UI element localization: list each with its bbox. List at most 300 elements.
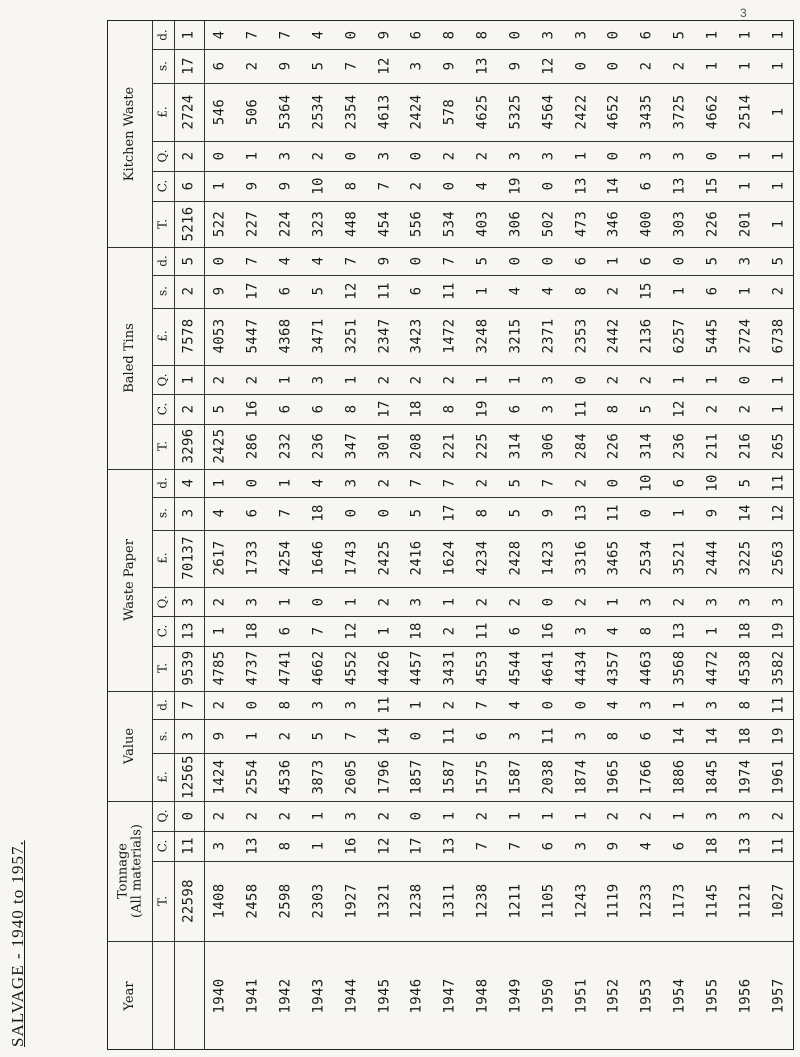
- data-cell: 5364: [277, 94, 294, 130]
- data-cell: 16: [540, 622, 557, 640]
- data-cell: 2: [474, 151, 491, 161]
- data-cell: 8: [573, 286, 590, 296]
- data-cell: 8: [606, 731, 623, 741]
- data-cell: 6: [244, 508, 261, 518]
- data-cell: 3: [507, 151, 524, 161]
- data-cell: 1423: [540, 540, 557, 576]
- data-cell: 4: [212, 508, 229, 518]
- data-cell: 7: [277, 30, 294, 40]
- group-header-kitchen-waste: Kitchen Waste: [122, 86, 138, 182]
- data-cell: 2: [212, 700, 229, 710]
- sub-row-rule: [152, 365, 793, 366]
- data-cell: 14: [737, 504, 754, 522]
- data-cell: 2416: [409, 540, 426, 576]
- total-baled-tins-pounds: 7578: [180, 318, 197, 354]
- data-cell: 2: [671, 597, 688, 606]
- data-cell: 1: [737, 30, 754, 40]
- data-cell: 5: [310, 61, 327, 71]
- data-cell: 4564: [540, 94, 557, 130]
- data-cell: 1: [474, 375, 491, 384]
- data-cell: 6: [409, 286, 426, 296]
- data-cell: 2: [704, 404, 721, 414]
- data-cell: 3: [638, 700, 655, 710]
- group-header-tonnage: Tonnage (All materials): [115, 824, 144, 918]
- data-cell: 4463: [638, 650, 655, 686]
- total-baled-tins-s: 2: [180, 286, 197, 296]
- data-cell: 0: [638, 508, 655, 518]
- data-cell: 226: [704, 210, 721, 238]
- sub-header-t: T.: [155, 663, 170, 674]
- data-cell: 454: [376, 210, 393, 238]
- year-cell: 1943: [310, 978, 327, 1014]
- data-cell: 8: [638, 626, 655, 636]
- data-cell: 12: [376, 837, 393, 855]
- data-cell: 3: [638, 151, 655, 161]
- data-cell: 546: [212, 98, 229, 126]
- data-cell: 5: [409, 508, 426, 518]
- data-cell: 19: [770, 727, 787, 745]
- total-tonnage-q: 0: [180, 811, 197, 821]
- data-cell: 2534: [310, 94, 327, 130]
- data-cell: 556: [409, 210, 426, 238]
- data-cell: 3: [540, 30, 557, 40]
- data-cell: 2: [638, 61, 655, 71]
- year-cell: 1945: [376, 978, 393, 1014]
- total-waste-paper-q: 3: [180, 597, 197, 606]
- data-cell: 2: [606, 375, 623, 384]
- total-waste-paper-s: 3: [180, 508, 197, 518]
- data-cell: 4538: [737, 650, 754, 686]
- data-cell: 1: [277, 375, 294, 384]
- data-cell: 2563: [770, 540, 787, 576]
- year-cell: 1948: [474, 978, 491, 1014]
- data-cell: 265: [770, 433, 787, 460]
- data-cell: 0: [376, 508, 393, 518]
- data-cell: 2: [474, 478, 491, 488]
- data-cell: 2: [573, 597, 590, 606]
- data-cell: 6: [638, 30, 655, 40]
- data-cell: 1: [606, 597, 623, 606]
- data-cell: 7: [441, 478, 458, 488]
- data-cell: 6: [507, 404, 524, 414]
- data-cell: 1: [540, 811, 557, 821]
- data-cell: 448: [343, 210, 360, 238]
- data-cell: 11: [540, 727, 557, 745]
- data-cell: 4737: [244, 650, 261, 686]
- data-cell: 1: [244, 731, 261, 741]
- total-kitchen-waste-s: 17: [180, 57, 197, 75]
- data-cell: 3: [704, 811, 721, 821]
- year-cell: 1952: [606, 978, 623, 1014]
- total-baled-tins-q: 1: [180, 375, 197, 384]
- data-cell: 4625: [474, 94, 491, 130]
- data-cell: 7: [244, 30, 261, 40]
- page-title: SALVAGE - 1940 to 1957.: [8, 840, 27, 1047]
- data-cell: 12: [343, 282, 360, 300]
- sub-row-rule: [152, 49, 793, 50]
- data-cell: 1: [441, 811, 458, 821]
- data-cell: 4234: [474, 540, 491, 576]
- data-cell: 1173: [671, 883, 688, 919]
- data-cell: 19: [770, 622, 787, 640]
- year-cell: 1956: [737, 978, 754, 1014]
- data-cell: 9: [376, 30, 393, 40]
- data-cell: 11: [573, 400, 590, 418]
- data-cell: 2554: [244, 759, 261, 795]
- data-cell: 1: [704, 626, 721, 636]
- data-cell: 0: [704, 151, 721, 161]
- data-cell: 7: [343, 61, 360, 71]
- data-cell: 17: [441, 504, 458, 522]
- data-cell: 0: [671, 256, 688, 266]
- data-cell: 7: [244, 256, 261, 266]
- data-cell: 0: [212, 256, 229, 266]
- data-cell: 522: [212, 210, 229, 238]
- data-cell: 12: [770, 504, 787, 522]
- data-cell: 2371: [540, 318, 557, 354]
- data-cell: 3: [244, 597, 261, 606]
- data-cell: 0: [409, 151, 426, 161]
- data-cell: 6: [704, 286, 721, 296]
- data-cell: 2: [409, 375, 426, 384]
- data-cell: 4434: [573, 650, 590, 686]
- data-cell: 2605: [343, 759, 360, 795]
- data-cell: 1211: [507, 883, 524, 919]
- data-cell: 0: [244, 478, 261, 488]
- total-baled-tins-d: 5: [180, 256, 197, 266]
- data-cell: 18: [310, 504, 327, 522]
- data-cell: 8: [277, 700, 294, 710]
- data-cell: 1965: [606, 759, 623, 795]
- data-cell: 3568: [671, 650, 688, 686]
- data-cell: 10: [310, 177, 327, 195]
- data-cell: 1: [441, 597, 458, 606]
- data-cell: 2: [244, 375, 261, 384]
- data-cell: 301: [376, 433, 393, 460]
- data-cell: 3: [704, 597, 721, 606]
- data-cell: 1: [770, 30, 787, 40]
- data-cell: 3423: [409, 318, 426, 354]
- total-baled-tins-t: 3296: [180, 428, 197, 464]
- data-cell: 0: [409, 731, 426, 741]
- data-cell: 0: [573, 61, 590, 71]
- data-cell: 2: [441, 151, 458, 161]
- data-cell: 2038: [540, 759, 557, 795]
- data-cell: 7: [343, 256, 360, 266]
- data-cell: 7: [441, 256, 458, 266]
- data-cell: 6738: [770, 318, 787, 354]
- data-cell: 0: [244, 700, 261, 710]
- data-cell: 13: [474, 57, 491, 75]
- data-cell: 2: [441, 700, 458, 710]
- data-cell: 9: [540, 508, 557, 518]
- sub-row-rule: [152, 308, 793, 309]
- data-cell: 14: [606, 177, 623, 195]
- data-cell: 236: [310, 433, 327, 460]
- sub-header-pounds: £.: [155, 771, 170, 783]
- data-cell: 4472: [704, 650, 721, 686]
- data-cell: 1472: [441, 318, 458, 354]
- data-cell: 0: [606, 30, 623, 40]
- data-cell: 12: [343, 622, 360, 640]
- data-cell: 1: [310, 841, 327, 851]
- data-cell: 6: [671, 841, 688, 851]
- data-cell: 1: [310, 811, 327, 821]
- data-cell: 1238: [474, 883, 491, 919]
- data-cell: 1886: [671, 759, 688, 795]
- year-header: Year: [122, 981, 138, 1011]
- data-cell: 9: [244, 181, 261, 191]
- data-cell: 8: [343, 181, 360, 191]
- data-cell: 6: [409, 30, 426, 40]
- data-cell: 5: [310, 286, 327, 296]
- data-cell: 4652: [606, 94, 623, 130]
- year-cell: 1946: [409, 978, 426, 1014]
- data-cell: 1: [770, 61, 787, 71]
- data-cell: 1027: [770, 883, 787, 919]
- sub-row-rule: [152, 646, 793, 647]
- data-cell: 13: [573, 177, 590, 195]
- total-kitchen-waste-c: 6: [180, 181, 197, 191]
- data-cell: 1: [376, 626, 393, 636]
- data-cell: 3471: [310, 318, 327, 354]
- data-cell: 1587: [441, 759, 458, 795]
- data-cell: 3: [737, 811, 754, 821]
- data-cell: 3873: [310, 759, 327, 795]
- data-cell: 8: [474, 508, 491, 518]
- sub-header-q: Q.: [155, 373, 170, 387]
- data-cell: 4552: [343, 650, 360, 686]
- data-cell: 216: [737, 433, 754, 460]
- data-cell: 3: [507, 731, 524, 741]
- data-cell: 3: [540, 404, 557, 414]
- data-cell: 1: [770, 404, 787, 414]
- data-cell: 5: [737, 478, 754, 488]
- sub-header-t: T.: [155, 441, 170, 452]
- year-cell: 1955: [704, 978, 721, 1014]
- data-cell: 2: [376, 375, 393, 384]
- data-cell: 1: [212, 626, 229, 636]
- data-cell: 1927: [343, 883, 360, 919]
- data-cell: 12: [540, 57, 557, 75]
- data-cell: 578: [441, 98, 458, 126]
- total-waste-paper-t: 9539: [180, 650, 197, 686]
- group-rule: [108, 801, 793, 802]
- data-cell: 3: [737, 256, 754, 266]
- year-cell: 1957: [770, 978, 787, 1014]
- data-cell: 2534: [638, 540, 655, 576]
- data-cell: 4: [277, 256, 294, 266]
- data-cell: 232: [277, 433, 294, 460]
- data-cell: 10: [638, 474, 655, 492]
- year-row-rule: [108, 941, 793, 942]
- sub-header-c: C.: [155, 624, 170, 638]
- data-cell: 0: [507, 30, 524, 40]
- data-cell: 6: [638, 181, 655, 191]
- total-kitchen-waste-pounds: 2724: [180, 94, 197, 130]
- data-cell: 0: [573, 375, 590, 384]
- data-cell: 7: [474, 700, 491, 710]
- data-cell: 11: [441, 727, 458, 745]
- data-cell: 4662: [310, 650, 327, 686]
- column-rule: [174, 21, 175, 1049]
- data-cell: 2353: [573, 318, 590, 354]
- data-cell: 2: [212, 375, 229, 384]
- data-cell: 3465: [606, 540, 623, 576]
- data-cell: 3225: [737, 540, 754, 576]
- data-cell: 4: [507, 700, 524, 710]
- data-cell: 2347: [376, 318, 393, 354]
- data-cell: 4053: [212, 318, 229, 354]
- data-cell: 2: [638, 811, 655, 821]
- data-cell: 0: [606, 478, 623, 488]
- data-cell: 534: [441, 210, 458, 238]
- data-cell: 1: [737, 151, 754, 161]
- total-waste-paper-c: 13: [180, 622, 197, 640]
- year-cell: 1954: [671, 978, 688, 1014]
- data-cell: 10: [704, 474, 721, 492]
- data-cell: 5: [638, 404, 655, 414]
- sub-header-t: T.: [155, 218, 170, 230]
- data-cell: 6: [638, 256, 655, 266]
- year-cell: 1940: [212, 978, 229, 1014]
- sub-row-rule: [152, 141, 793, 142]
- data-cell: 306: [507, 210, 524, 238]
- data-cell: 1311: [441, 883, 458, 919]
- data-cell: 4254: [277, 540, 294, 576]
- data-cell: 346: [606, 210, 623, 238]
- year-cell: 1953: [638, 978, 655, 1014]
- data-cell: 3: [573, 731, 590, 741]
- data-cell: 7: [540, 478, 557, 488]
- total-baled-tins-c: 2: [180, 404, 197, 414]
- group-header-baled-tins: Baled Tins: [122, 323, 138, 393]
- year-cell: 1951: [573, 978, 590, 1014]
- data-cell: 1: [770, 375, 787, 384]
- total-waste-paper-d: 4: [180, 478, 197, 488]
- data-cell: 5: [212, 404, 229, 414]
- data-cell: 1145: [704, 883, 721, 919]
- sub-header-q: Q.: [155, 149, 170, 163]
- data-cell: 9: [277, 61, 294, 71]
- data-cell: 227: [244, 210, 261, 238]
- data-cell: 2424: [409, 94, 426, 130]
- data-cell: 7: [277, 508, 294, 518]
- data-cell: 3: [573, 30, 590, 40]
- data-cell: 1587: [507, 759, 524, 795]
- data-cell: 3: [704, 700, 721, 710]
- data-cell: 18: [409, 400, 426, 418]
- year-cell: 1949: [507, 978, 524, 1014]
- data-cell: 2: [606, 811, 623, 821]
- data-cell: 13: [573, 504, 590, 522]
- data-cell: 2: [573, 478, 590, 488]
- data-cell: 7: [409, 478, 426, 488]
- data-cell: 4785: [212, 650, 229, 686]
- group-rule: [108, 691, 793, 692]
- data-cell: 2: [737, 404, 754, 414]
- data-cell: 12: [671, 400, 688, 418]
- data-cell: 4: [310, 478, 327, 488]
- data-cell: 8: [277, 841, 294, 851]
- data-cell: 4: [474, 181, 491, 191]
- data-cell: 1: [573, 811, 590, 821]
- data-cell: 3: [737, 597, 754, 606]
- data-cell: 3316: [573, 540, 590, 576]
- data-cell: 1: [277, 478, 294, 488]
- data-cell: 2: [770, 286, 787, 296]
- data-cell: 15: [638, 282, 655, 300]
- data-cell: 18: [409, 622, 426, 640]
- data-cell: 1: [409, 700, 426, 710]
- data-cell: 6: [671, 478, 688, 488]
- data-cell: 0: [606, 61, 623, 71]
- data-cell: 2458: [244, 883, 261, 919]
- data-cell: 1243: [573, 883, 590, 919]
- data-cell: 286: [244, 433, 261, 460]
- data-cell: 5: [671, 30, 688, 40]
- data-cell: 1233: [638, 883, 655, 919]
- data-cell: 3: [376, 151, 393, 161]
- data-cell: 1857: [409, 759, 426, 795]
- sub-row-rule: [152, 719, 793, 720]
- sub-row-rule: [152, 587, 793, 588]
- year-cell: 1941: [244, 978, 261, 1014]
- data-cell: 8: [606, 404, 623, 414]
- data-cell: 314: [507, 433, 524, 460]
- data-cell: 2: [277, 731, 294, 741]
- data-cell: 4641: [540, 650, 557, 686]
- data-cell: 13: [671, 177, 688, 195]
- data-cell: 1: [244, 151, 261, 161]
- data-cell: 17: [244, 282, 261, 300]
- data-cell: 4553: [474, 650, 491, 686]
- data-cell: 2: [212, 811, 229, 821]
- data-cell: 6: [638, 731, 655, 741]
- data-cell: 0: [441, 181, 458, 191]
- year-cell: 1947: [441, 978, 458, 1014]
- data-cell: 12: [376, 57, 393, 75]
- data-cell: 4: [310, 30, 327, 40]
- data-cell: 1: [671, 700, 688, 710]
- data-cell: 6257: [671, 318, 688, 354]
- sub-header-q: Q.: [155, 595, 170, 609]
- data-cell: 8: [441, 404, 458, 414]
- data-cell: 1733: [244, 540, 261, 576]
- data-cell: 6: [310, 404, 327, 414]
- data-cell: 4: [507, 286, 524, 296]
- data-cell: 2: [474, 811, 491, 821]
- sub-row-rule: [152, 83, 793, 84]
- data-cell: 1: [704, 30, 721, 40]
- sub-header-s: s.: [155, 61, 170, 71]
- data-cell: 2: [212, 597, 229, 606]
- sub-header-s: s.: [155, 286, 170, 297]
- sub-row-rule: [152, 616, 793, 617]
- data-cell: 14: [704, 727, 721, 745]
- sub-row-rule: [152, 831, 793, 832]
- data-cell: 13: [737, 837, 754, 855]
- data-cell: 3: [540, 151, 557, 161]
- data-cell: 1961: [770, 759, 787, 795]
- year-cell: 1942: [277, 978, 294, 1014]
- data-cell: 14: [376, 727, 393, 745]
- data-cell: 0: [540, 700, 557, 710]
- data-cell: 8: [474, 30, 491, 40]
- data-cell: 0: [573, 700, 590, 710]
- data-cell: 2: [409, 181, 426, 191]
- data-cell: 5: [507, 478, 524, 488]
